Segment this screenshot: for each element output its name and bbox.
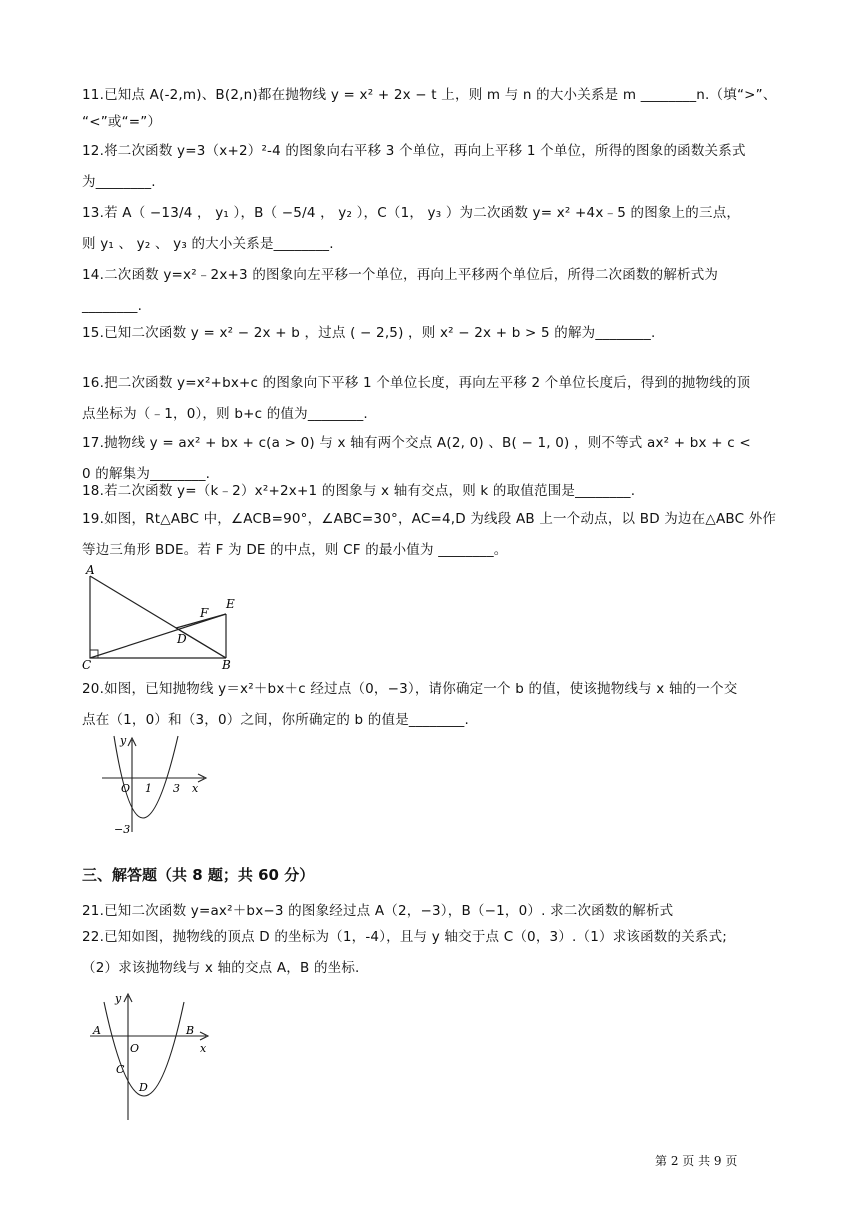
question-16-line1: 16.把二次函数 y=x²+bx+c 的图象向下平移 1 个单位长度，再向左平移 2 个单位长度后，得到的抛物线的顶 [82,375,751,391]
fig19-label-D: D [177,632,187,646]
fig19-label-C: C [82,658,92,672]
question-14-line1: 14.二次函数 y=x²﹣2x+3 的图象向左平移一个单位，再向上平移两个单位后，所得二次函数的解析式为 [82,267,719,283]
fig19-label-F: F [200,606,209,620]
question-15 [82,318,782,349]
question-17-line1: 17.抛物线 y = ax² + bx + c(a > 0) 与 x 轴有两个交点 A(2, 0) 、B( − 1, 0) ，则不等式 ax² + bx + c < [82,435,751,451]
question-19-line1: 19.如图，Rt△ABC 中，∠ACB=90°，∠ABC=30°，AC=4,D 为线段 AB 上一个动点，以 BD 为边在△ABC 外作 [82,511,777,527]
question-13-line2: 则 y₁ 、 y₂ 、 y₃ 的大小关系是________. [82,236,334,252]
question-18-line1: 18.若二次函数 y=（k﹣2）x²+2x+1 的图象与 x 轴有交点，则 k 的取值范围是________. [82,483,636,499]
figure-20-parabola [100,730,220,840]
question-12 [82,136,782,198]
fig22-label-A: A [93,1024,101,1037]
question-13-line1: 13.若 A（ −13/4 ， y₁ ），B（ −5/4 ， y₂ ），C（1， y₃ ）为二次函数 y= x² +4x﹣5 的图象上的三点， [82,205,741,221]
fig20-tick-1: 1 [145,782,152,795]
question-17-line2: 0 的解集为________. [82,466,211,482]
question-22 [82,922,782,984]
question-20 [82,674,782,736]
section-3-title: 三、解答题（共 8 题；共 60 分） [82,866,315,884]
page-footer: 第 2 页 共 9 页 [655,1154,738,1168]
question-12-line1: 12.将二次函数 y=3（x+2）²-4 的图象向右平移 3 个单位，再向上平移 1 个单位，所得的图象的函数关系式 [82,143,746,159]
question-14 [82,260,782,322]
fig22-label-C: C [116,1063,125,1076]
fig19-label-E: E [226,597,235,611]
fig22-label-D: D [139,1081,148,1094]
fig20-label-x: x [192,782,199,795]
fig22-label-x: x [200,1042,207,1055]
question-11-line1: 11.已知点 A(-2,m)、B(2,n)都在抛物线 y = x² + 2x − t 上，则 m 与 n 的大小关系是 m ________n.（填“>”、 [82,87,777,103]
question-20-line2: 点在（1，0）和（3，0）之间，你所确定的 b 的值是________. [82,712,469,728]
question-19 [82,504,782,566]
question-11 [82,80,782,138]
question-16-line2: 点坐标为（﹣1，0），则 b+c 的值为________. [82,406,368,422]
question-11-line2: “<”或“=”） [82,114,162,130]
question-15-line1: 15.已知二次函数 y = x² − 2x + b ，过点 ( − 2,5) ，则 x² − 2x + b > 5 的解为________. [82,325,656,341]
question-14-line2: ________. [82,298,143,314]
fig20-label-y: y [120,734,127,747]
fig20-tick-minus3: −3 [114,823,131,836]
fig22-label-B: B [186,1024,195,1037]
figure-22-parabola [86,990,216,1126]
figure-19-triangle [76,562,246,674]
fig20-label-O: O [121,782,131,795]
question-20-line1: 20.如图，已知抛物线 y＝x²＋bx＋c 经过点（0，−3），请你确定一个 b 的值，使该抛物线与 x 轴的一个交 [82,681,738,697]
fig22-label-O: O [130,1042,140,1055]
question-12-line2: 为________. [82,174,156,190]
question-16 [82,368,782,430]
fig22-label-y: y [115,992,122,1005]
fig19-label-B: B [222,658,231,672]
question-21-line1: 21.已知二次函数 y=ax²＋bx−3 的图象经过点 A（2，−3），B（−1，0）. 求二次函数的解析式 [82,903,674,919]
question-13 [82,198,782,260]
fig19-label-A: A [86,563,95,577]
fig20-tick-3: 3 [173,782,180,795]
question-22-line2: （2）求该抛物线与 x 轴的交点 A，B 的坐标. [82,960,360,976]
question-19-line2: 等边三角形 BDE。若 F 为 DE 的中点，则 CF 的最小值为 ________。 [82,542,508,558]
question-22-line1: 22.已知如图，抛物线的顶点 D 的坐标为（1，-4），且与 y 轴交于点 C（0，3）.（1）求该函数的关系式; [82,929,728,945]
question-18 [82,476,782,507]
